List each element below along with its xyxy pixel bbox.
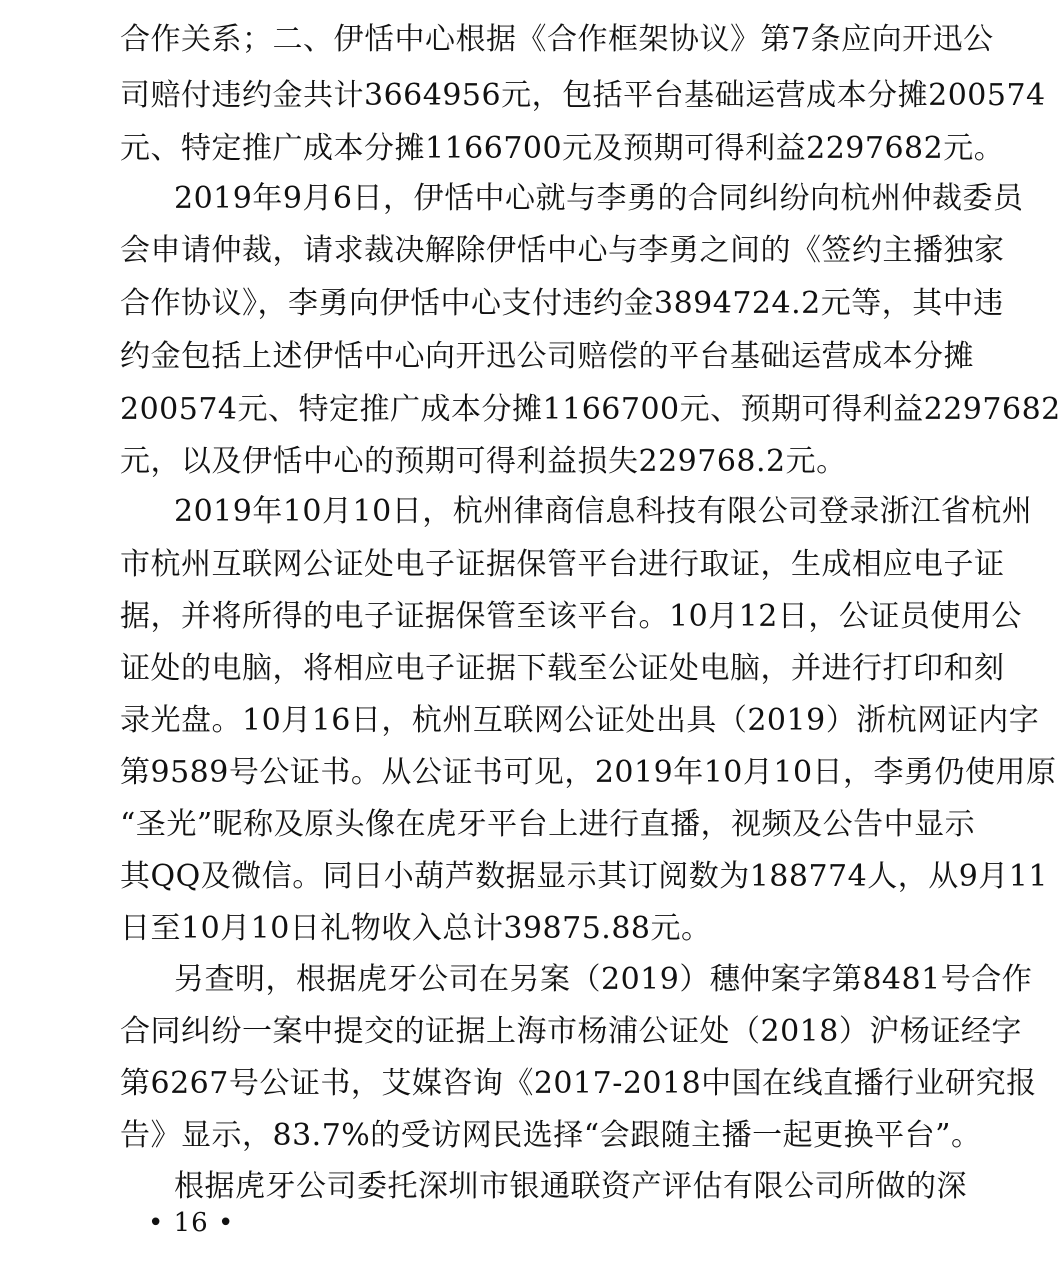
text-line: 元，以及伊恬中心的预期可得利益损失229768.2元。 <box>120 444 847 479</box>
page-number: • 16 • <box>148 1208 235 1238</box>
text-line: 第9589号公证书。从公证书可见，2019年10月10日，李勇仍使用原 <box>120 755 1057 790</box>
text-line: 200574元、特定推广成本分摊1166700元、预期可得利益2297682 <box>120 392 1061 427</box>
text-line: 其QQ及微信。同日小葫芦数据显示其订阅数为188774人，从9月11 <box>120 859 1048 894</box>
text-line: 市杭州互联网公证处电子证据保管平台进行取证，生成相应电子证 <box>120 547 1005 582</box>
paragraph-first-line: 2019年10月10日，杭州律商信息科技有限公司登录浙江省杭州 <box>174 494 1033 529</box>
text-line: 证处的电脑，将相应电子证据下载至公证处电脑，并进行打印和刻 <box>120 651 1005 686</box>
text-line: 第6267号公证书，艾媒咨询《2017-2018中国在线直播行业研究报 <box>120 1066 1037 1101</box>
paragraph-first-line: 另查明，根据虎牙公司在另案（2019）穗仲案字第8481号合作 <box>174 962 1033 997</box>
text-line: 元、特定推广成本分摊1166700元及预期可得利益2297682元。 <box>120 131 1005 166</box>
text-line: 约金包括上述伊恬中心向开迅公司赔偿的平台基础运营成本分摊 <box>120 339 974 374</box>
text-line: 司赔付违约金共计3664956元，包括平台基础运营成本分摊200574 <box>120 78 1046 113</box>
text-line: “圣光”昵称及原头像在虎牙平台上进行直播，视频及公告中显示 <box>120 807 976 842</box>
text-line: 录光盘。10月16日，杭州互联网公证处出具（2019）浙杭网证内字 <box>120 703 1040 738</box>
text-line: 据，并将所得的电子证据保管至该平台。10月12日，公证员使用公 <box>120 599 1022 634</box>
text-line: 日至10月10日礼物收入总计39875.88元。 <box>120 911 712 946</box>
text-line: 合作关系；二、伊恬中心根据《合作框架协议》第7条应向开迅公 <box>120 22 994 57</box>
text-line: 会申请仲裁，请求裁决解除伊恬中心与李勇之间的《签约主播独家 <box>120 233 1005 268</box>
text-line: 合同纠纷一案中提交的证据上海市杨浦公证处（2018）沪杨证经字 <box>120 1014 1022 1049</box>
text-line: 合作协议》，李勇向伊恬中心支付违约金3894724.2元等，其中违 <box>120 286 1004 321</box>
text-line: 告》显示，83.7%的受访网民选择“会跟随主播一起更换平台”。 <box>120 1118 982 1153</box>
paragraph-first-line: 2019年9月6日，伊恬中心就与李勇的合同纠纷向杭州仲裁委员 <box>174 181 1024 216</box>
paragraph-first-line: 根据虎牙公司委托深圳市银通联资产评估有限公司所做的深 <box>174 1169 967 1204</box>
